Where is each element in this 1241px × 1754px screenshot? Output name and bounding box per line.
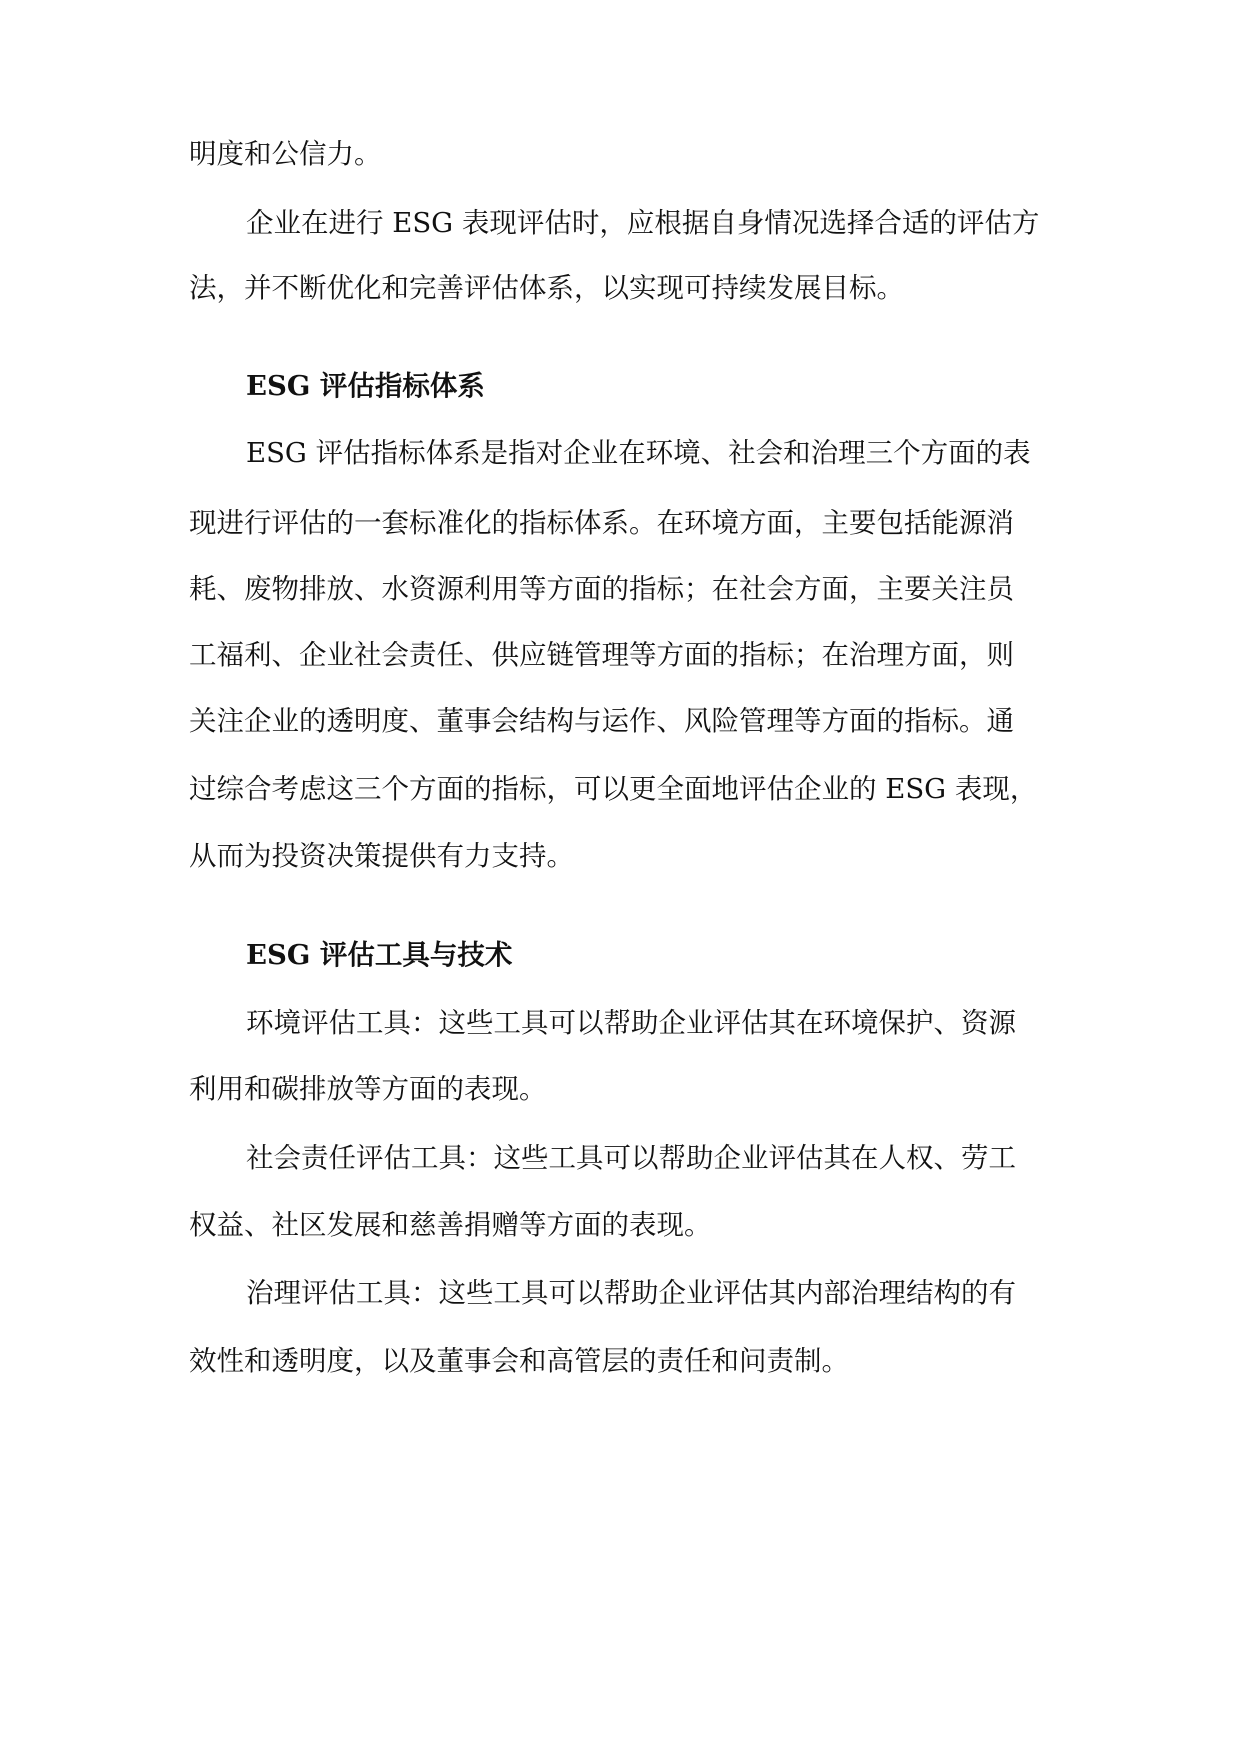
- paragraph-line: 治理评估工具：这些工具可以帮助企业评估其内部治理结构的有: [246, 1277, 1016, 1309]
- paragraph-line: 从而为投资决策提供有力支持。: [189, 840, 574, 872]
- paragraph-line: 明度和公信力。: [189, 138, 382, 170]
- paragraph-line: 社会责任评估工具：这些工具可以帮助企业评估其在人权、劳工: [246, 1142, 1016, 1174]
- paragraph-line: 企业在进行 ESG 表现评估时，应根据自身情况选择合适的评估方: [246, 207, 1040, 239]
- section-heading: ESG 评估工具与技术: [246, 939, 513, 971]
- paragraph-line: 环境评估工具：这些工具可以帮助企业评估其在环境保护、资源: [246, 1007, 1016, 1039]
- paragraph-line: 耗、废物排放、水资源利用等方面的指标；在社会方面，主要关注员: [189, 573, 1014, 605]
- paragraph-line: 法，并不断优化和完善评估体系，以实现可持续发展目标。: [189, 272, 904, 304]
- paragraph-line: 工福利、企业社会责任、供应链管理等方面的指标；在治理方面，则: [189, 639, 1014, 671]
- paragraph-line: ESG 评估指标体系是指对企业在环境、社会和治理三个方面的表: [246, 437, 1031, 469]
- paragraph-line: 过综合考虑这三个方面的指标，可以更全面地评估企业的 ESG 表现，: [189, 773, 1038, 805]
- section-heading: ESG 评估指标体系: [246, 370, 485, 402]
- paragraph-line: 权益、社区发展和慈善捐赠等方面的表现。: [189, 1209, 712, 1241]
- paragraph-line: 关注企业的透明度、董事会结构与运作、风险管理等方面的指标。通: [189, 705, 1014, 737]
- paragraph-line: 现进行评估的一套标准化的指标体系。在环境方面，主要包括能源消: [189, 507, 1014, 539]
- paragraph-line: 利用和碳排放等方面的表现。: [189, 1073, 547, 1105]
- paragraph-line: 效性和透明度，以及董事会和高管层的责任和问责制。: [189, 1345, 849, 1377]
